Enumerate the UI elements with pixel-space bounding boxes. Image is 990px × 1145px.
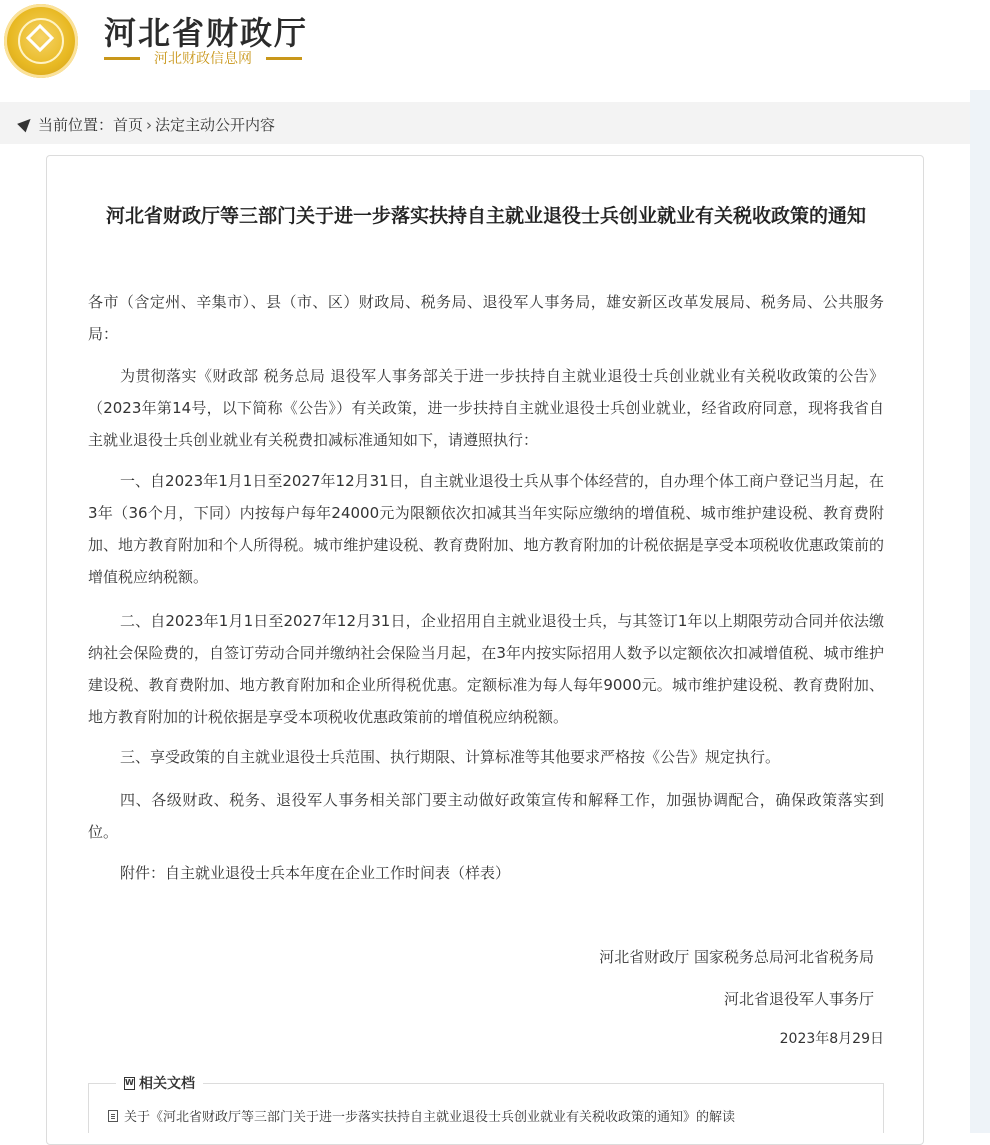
finance-emblem-logo[interactable] (4, 4, 78, 78)
document-icon (108, 1110, 118, 1122)
scrollbar-track[interactable] (970, 90, 990, 1133)
site-header (0, 0, 990, 100)
site-subtitle-wrap (104, 48, 302, 68)
article-paragraph-3: 三、享受政策的自主就业退役士兵范围、执行期限、计算标准等其他要求严格按《公告》规定执行。 (120, 748, 781, 766)
breadcrumb-current-link[interactable]: 法定主动公开内容 (155, 116, 276, 134)
article-paragraph-intro: 为贯彻落实《财政部 税务总局 退役军人事务部关于进一步扶持自主就业退役士兵创业就业有关税收政策的公告》（2023年第14号，以下简称《公告》）有关政策，进一步扶持自主就业退役士兵创业就业，经省政府同意，现将我省自主就业退役士兵创业就业有关税费扣减标准通知如下，请遵照执行： (88, 367, 884, 449)
signature-line-1: 河北省财政厅 国家税务总局河北省税务局 (599, 948, 874, 966)
article-paragraph-1: 一、自2023年1月1日至2027年12月31日，自主就业退役士兵从事个体经营的，自办理个体工商户登记当月起，在3年（36个月，下同）内按每户每年24000元为限额依次扣减其当年实际应缴纳的增值税、城市维护建设税、教育费附加、地方教育附加和个人所得税。城市维护建设税、教育费附加、地方教育附加的计税依据是享受本项税收优惠政策前的增值税应纳税额。 (88, 472, 884, 586)
site-title[interactable]: 河北省财政厅 (104, 14, 309, 52)
signature-line-2: 河北省退役军人事务厅 (723, 990, 874, 1008)
related-docs-title: 相关文档 (139, 1076, 195, 1092)
breadcrumb-label: 当前位置： (38, 116, 114, 134)
word-doc-icon (124, 1077, 135, 1090)
article-title: 河北省财政厅等三部门关于进一步落实扶持自主就业退役士兵创业就业有关税收政策的通知 (105, 205, 866, 227)
site-subtitle: 河北财政信息网 (154, 51, 252, 67)
publish-date: 2023年8月29日 (779, 1031, 884, 1047)
related-docs-legend (116, 1073, 203, 1095)
breadcrumb-text (38, 114, 275, 135)
article-salutation: 各市（含定州、辛集市）、县（市、区）财政局、税务局、退役军人事务局，雄安新区改革发展局、税务局、公共服务局： (88, 293, 884, 343)
article-attachment[interactable]: 附件：自主就业退役士兵本年度在企业工作时间表（样表） (120, 864, 511, 882)
breadcrumb-home-link[interactable]: 首页 (113, 116, 144, 134)
breadcrumb-separator: › (146, 116, 153, 134)
breadcrumb (0, 102, 970, 144)
related-doc-link[interactable] (108, 1106, 735, 1125)
article-paragraph-4: 四、各级财政、税务、退役军人事务相关部门要主动做好政策宣传和解释工作，加强协调配合，确保政策落实到位。 (88, 791, 884, 841)
location-arrow-icon (17, 115, 35, 133)
related-doc-label[interactable]: 关于《河北省财政厅等三部门关于进一步落实扶持自主就业退役士兵创业就业有关税收政策的通知》的解读 (124, 1110, 736, 1125)
article-paragraph-2: 二、自2023年1月1日至2027年12月31日，企业招用自主就业退役士兵，与其签订1年以上期限劳动合同并依法缴纳社会保险费的，自签订劳动合同并缴纳社会保险当月起，在3年内按实际招用人数予以定额依次扣减增值税、城市维护建设税、教育费附加、地方教育附加和企业所得税优惠。定额标准为每人每年9000元。城市维护建设税、教育费附加、地方教育附加的计税依据是享受本项税收优惠政策前的增值税应纳税额。 (88, 612, 884, 726)
